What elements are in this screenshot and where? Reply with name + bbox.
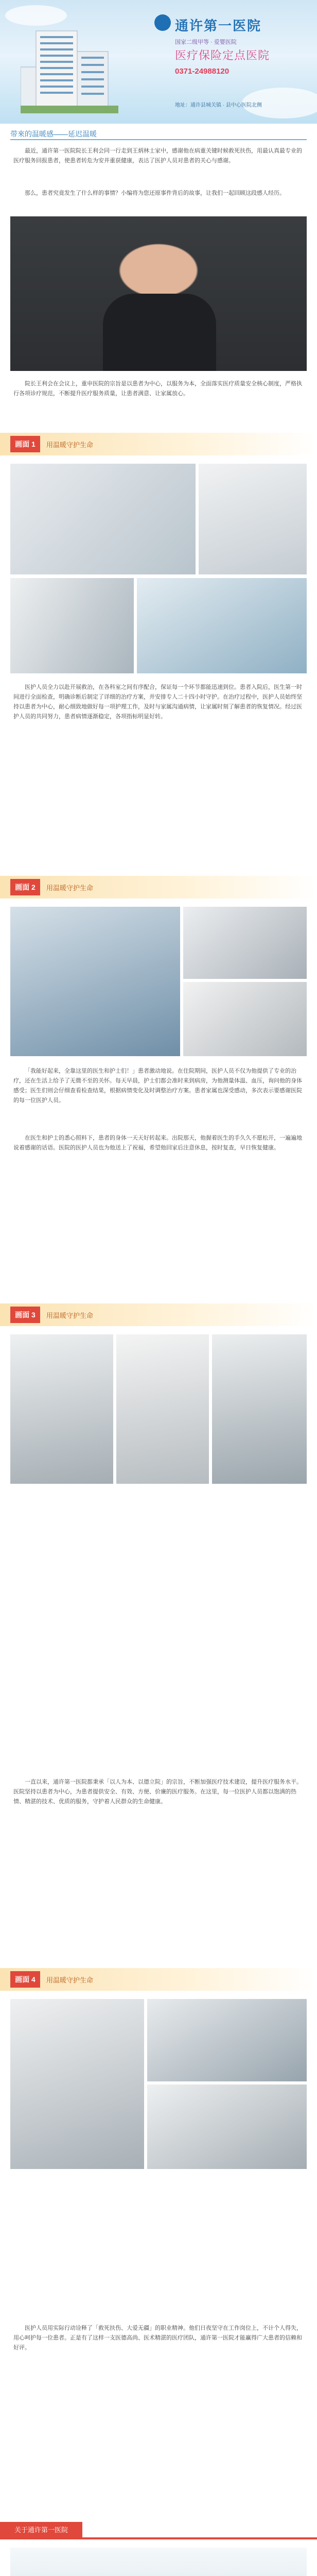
hospital-tagline: 国家二级甲等 · 爱婴医院 — [175, 39, 237, 45]
paragraph-5: 在医生和护士的悉心照料下，患者的身体一天天好转起来。出院那天，他握着医生的手久久不愿松开，一遍遍地说着感谢的话语。医院的医护人员也为他送上了祝福，希望他回家后注意休息，按时复查，早日恢复健康。 — [13, 1135, 302, 1151]
hospital-building-illustration — [21, 21, 118, 113]
scene-2-title: 用温暖守护生命 — [46, 884, 94, 892]
paragraph-2: 院长王利会在会议上，重申医院的宗旨是以患者为中心，以服务为本，全面落实医疗质量安全核心制度，严格执行各项诊疗规范，不断提升医疗服务质量，让患者满意、让家属放心。 — [13, 381, 302, 397]
scene-2-banner — [0, 876, 317, 899]
scene-4-banner — [0, 1968, 317, 1991]
scene-1-banner — [0, 433, 317, 455]
about-section-tab: 关于通许第一医院 — [0, 2522, 82, 2538]
scene-3-photo-2 — [116, 1334, 209, 1484]
scene-2-badge: 画面 2 — [10, 879, 40, 895]
scene-1-photo-1 — [10, 464, 196, 574]
paragraph-4: 「我能好起来，全靠这里的医生和护士们！」患者激动地说。在住院期间，医护人员不仅为他提供了专业的治疗，还在生活上给予了无微不至的关怀。每天早晨，护士们都会准时来到病房，为他测量体温、血压，询问他的身体感受；医生们则会仔细查看检查结果，根据病情变化及时调整治疗方案。患者家属也深受感动，多次表示要感谢医院的每一位医护人员。 — [13, 1068, 302, 1104]
hospital-brand — [175, 15, 309, 76]
subtitle-underline — [10, 139, 307, 140]
scene-4-photo-3 — [147, 2084, 307, 2169]
scene-3-title: 用温暖守护生命 — [46, 1312, 94, 1319]
scene-3-badge: 画面 3 — [10, 1307, 40, 1323]
paragraph-6: 一直以来，通许第一医院都秉承「以人为本、以德立院」的宗旨，不断加强医疗技术建设，提升医疗服务水平。医院坚持以患者为中心，为患者提供安全、有效、方便、价廉的医疗服务。在这里，每一位医护人员都以饱满的热情、精湛的技术、优质的服务，守护着人民群众的生命健康。 — [13, 1779, 302, 1805]
about-section-header — [0, 2522, 317, 2540]
about-photo — [10, 2548, 307, 2576]
paragraph-3: 医护人员全力以赴开展救治，在各科室之间有序配合，保证每一个环节都能迅速到位。患者入院后，医生第一时间进行全面检查，明确诊断后制定了详细的治疗方案，并安排专人二十四小时守护。在治疗过程中，医护人员始终坚持以患者为中心，耐心细致地做好每一项护理工作，及时与家属沟通病情，让家属时刻了解患者的恢复情况。经过医护人员的共同努力，患者病情逐渐稳定，各项指标明显好转。 — [13, 684, 302, 720]
hospital-name: 通许第一医院 — [175, 19, 262, 34]
paragraph-7: 医护人员用实际行动诠释了「救死扶伤、大爱无疆」的职业精神。他们日夜坚守在工作岗位上，不计个人得失，用心呵护每一位患者。正是有了这样一支医德高尚、医术精湛的医疗团队，通许第一医院才能赢得广大患者的信赖和好评。 — [13, 2325, 302, 2351]
article-subtitle: 带來的温暖感——延迟温暖 — [10, 130, 97, 138]
scene-1-photo-3 — [10, 578, 134, 673]
scene-1-title: 用温暖守护生命 — [46, 441, 94, 449]
scene-2-photo-3 — [183, 982, 307, 1056]
scene-4-photo-2 — [147, 1999, 307, 2081]
scene-2-photo-1 — [10, 907, 180, 1056]
insurance-title: 医疗保险定点医院 — [175, 49, 270, 62]
scene-3-banner — [0, 1303, 317, 1326]
about-section-rule — [0, 2537, 317, 2539]
hospital-phone[interactable]: 0371-24988120 — [175, 67, 230, 76]
intro-paragraph-2: 那么，患者究竟发生了什么样的事情？小编将为您还原事件背后的故事，让我们一起回顾这段感人经历。 — [25, 190, 285, 196]
scene-3-photo-3 — [212, 1334, 307, 1484]
hero-photo — [10, 216, 307, 371]
scene-4-photo-1 — [10, 1999, 144, 2169]
scene-4-title: 用温暖守护生命 — [46, 1976, 94, 1984]
scene-3-photo-1 — [10, 1334, 113, 1484]
hospital-address: 地址：通许县城关镇 · 县中心医院北侧 — [175, 103, 262, 108]
scene-1-photo-2 — [199, 464, 307, 574]
hospital-logo-icon — [154, 14, 171, 31]
scene-1-badge: 画面 1 — [10, 436, 40, 452]
hospital-header-banner — [0, 0, 317, 124]
scene-1-photo-4 — [137, 578, 307, 673]
intro-paragraph: 最近，通许第一医院院长王利会同一行走到王炳林士家中，感谢他在病重关键时候救死扶伤，用最认真最专业的医疗服务回报患者，使患者转危为安并重获健康，表达了医护人员对患者的关心与感谢。 — [13, 148, 302, 164]
scene-4-badge: 画面 4 — [10, 1971, 40, 1988]
scene-2-photo-2 — [183, 907, 307, 979]
